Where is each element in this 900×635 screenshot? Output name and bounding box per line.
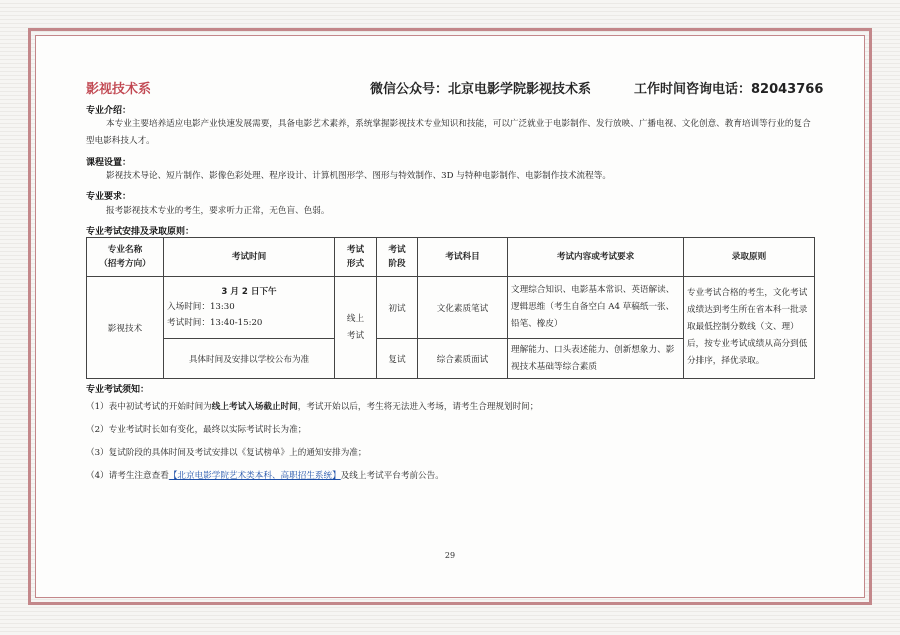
header-subject: 考试科目 (418, 238, 508, 277)
contact-phone: 工作时间咨询电话：82043766 (634, 82, 824, 97)
exam-time: 考试时间：13:40-15:20 (167, 317, 263, 328)
exam-schedule-table (86, 237, 815, 379)
cell-first-time (164, 277, 335, 339)
header-major: 专业名称 （招考方向） (87, 238, 164, 277)
note-4: （4）请考生注意查看【北京电影学院艺术类本科、高职招生系统】及线上考试平台考前公告。 (86, 471, 444, 481)
page-number: 29 (444, 551, 456, 560)
note-1-emphasis: 线上考试入场截止时间 (211, 402, 298, 412)
note-1: （1）表中初试考试的开始时间为线上考试入场截止时间，考试开始以后，考生将无法进入考场，请考生合理规划时间； (86, 402, 539, 412)
cell-content-second: 理解能力、口头表述能力、创新想象力、影视技术基础等综合素质 (508, 339, 684, 379)
cell-subject-second: 综合素质面试 (418, 339, 508, 379)
header-stage: 考试 阶段 (377, 238, 418, 277)
requirements-text: 报考影视技术专业的考生，要求听力正常，无色盲、色弱。 (106, 206, 330, 216)
table-header-row (87, 238, 815, 277)
cell-content-first: 文理综合知识、电影基本常识、英语解读、逻辑思维（考生自备空白 A4 草稿纸一张、铅笔、橡皮） (508, 277, 684, 339)
courses-heading: 课程设置： (86, 158, 132, 168)
intro-heading: 专业介绍： (86, 106, 132, 116)
requirements-heading: 专业要求： (86, 192, 132, 202)
cell-major: 影视技术 (87, 277, 164, 379)
table-row-first (87, 277, 815, 339)
schedule-heading: 专业考试安排及录取原则： (86, 227, 195, 237)
header-form: 考试 形式 (335, 238, 377, 277)
admission-system-link[interactable]: 【北京电影学院艺术类本科、高职招生系统】 (168, 471, 341, 481)
cell-admission: 专业考试合格的考生，文化考试成绩达到考生所在省本科一批录取最低控制分数线（文、理）后，按专业考试成绩从高分到低分排序，择优录取。 (684, 277, 815, 379)
department-title: 影视技术系 (86, 82, 152, 97)
cell-form: 线上 考试 (335, 277, 377, 379)
note-3: （3）复试阶段的具体时间及考试安排以《复试榜单》上的通知安排为准； (86, 448, 367, 458)
intro-text: 本专业主要培养适应电影产业快速发展需要，具备电影艺术素养，系统掌握影视技术专业知识和技能，可以广泛就业于电影制作、发行放映、广播电视、文化创意、教育培训等行业的复合型电影科技人才。 (86, 119, 811, 146)
header-content: 考试内容或考试要求 (508, 238, 684, 277)
cell-stage-second: 复试 (377, 339, 418, 379)
header-time: 考试时间 (164, 238, 335, 277)
cell-subject-first: 文化素质笔试 (418, 277, 508, 339)
cell-stage-first: 初试 (377, 277, 418, 339)
first-date: 3 月 2 日下午 (221, 286, 277, 297)
entry-time: 入场时间：13:30 (167, 301, 235, 312)
courses-text: 影视技术导论、短片制作、影像色彩处理、程序设计、计算机图形学、图形与特效制作、3D 与特种电影制作、电影制作技术流程等。 (106, 171, 611, 181)
cell-second-time: 具体时间及安排以学校公布为准 (164, 339, 335, 379)
header-admission: 录取原则 (684, 238, 815, 277)
note-2: （2）专业考试时长如有变化，最终以实际考试时长为准； (86, 425, 307, 435)
notes-heading: 专业考试须知： (86, 385, 150, 395)
wechat-account: 微信公众号：北京电影学院影视技术系 (370, 82, 592, 97)
